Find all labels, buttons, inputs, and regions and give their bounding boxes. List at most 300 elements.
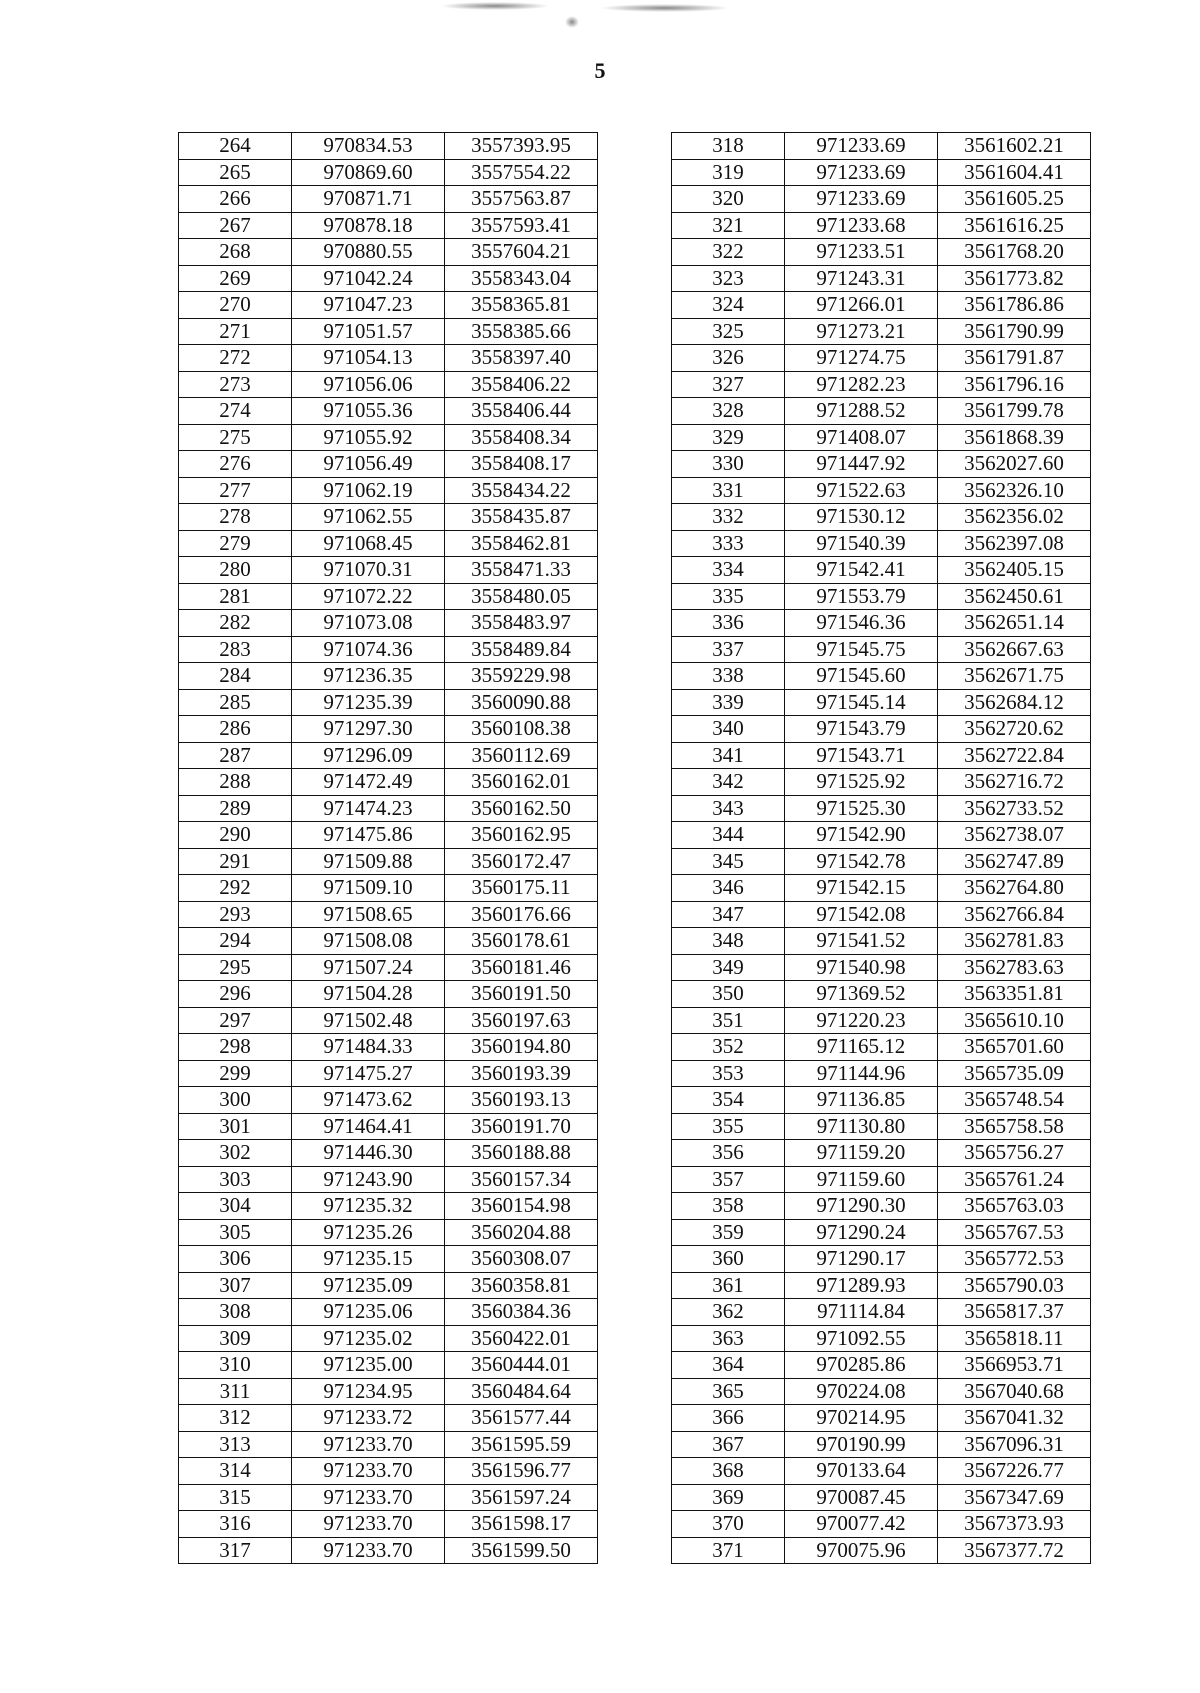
point-number-cell: 303 (179, 1166, 292, 1193)
table-row (672, 530, 1091, 557)
y-coordinate-cell: 3567041.32 (938, 1405, 1091, 1432)
y-coordinate-cell: 3562747.89 (938, 848, 1091, 875)
x-coordinate-cell: 971070.31 (292, 557, 445, 584)
y-coordinate-cell: 3561799.78 (938, 398, 1091, 425)
table-row (179, 689, 598, 716)
y-coordinate-cell: 3561868.39 (938, 424, 1091, 451)
point-number-cell: 350 (672, 981, 785, 1008)
x-coordinate-cell: 971472.49 (292, 769, 445, 796)
point-number-cell: 266 (179, 186, 292, 213)
y-coordinate-cell: 3560422.01 (445, 1325, 598, 1352)
x-coordinate-cell: 971042.24 (292, 265, 445, 292)
x-coordinate-cell: 971542.08 (785, 901, 938, 928)
y-coordinate-cell: 3557393.95 (445, 133, 598, 160)
y-coordinate-cell: 3565763.03 (938, 1193, 1091, 1220)
x-coordinate-cell: 971509.10 (292, 875, 445, 902)
point-number-cell: 360 (672, 1246, 785, 1273)
y-coordinate-cell: 3558480.05 (445, 583, 598, 610)
x-coordinate-cell: 971473.62 (292, 1087, 445, 1114)
point-number-cell: 325 (672, 318, 785, 345)
table-row (672, 822, 1091, 849)
table-row (672, 1087, 1091, 1114)
y-coordinate-cell: 3561604.41 (938, 159, 1091, 186)
y-coordinate-cell: 3565758.58 (938, 1113, 1091, 1140)
x-coordinate-cell: 971541.52 (785, 928, 938, 955)
point-number-cell: 265 (179, 159, 292, 186)
y-coordinate-cell: 3560175.11 (445, 875, 598, 902)
y-coordinate-cell: 3562326.10 (938, 477, 1091, 504)
point-number-cell: 308 (179, 1299, 292, 1326)
x-coordinate-cell: 971243.31 (785, 265, 938, 292)
x-coordinate-cell: 970214.95 (785, 1405, 938, 1432)
x-coordinate-cell: 970075.96 (785, 1537, 938, 1564)
point-number-cell: 362 (672, 1299, 785, 1326)
y-coordinate-cell: 3560090.88 (445, 689, 598, 716)
x-coordinate-cell: 971235.02 (292, 1325, 445, 1352)
table-row (179, 1113, 598, 1140)
x-coordinate-cell: 971233.70 (292, 1458, 445, 1485)
table-row (672, 1060, 1091, 1087)
y-coordinate-cell: 3558408.17 (445, 451, 598, 478)
x-coordinate-cell: 971233.70 (292, 1484, 445, 1511)
table-row (179, 186, 598, 213)
point-number-cell: 324 (672, 292, 785, 319)
y-coordinate-cell: 3560154.98 (445, 1193, 598, 1220)
point-number-cell: 339 (672, 689, 785, 716)
coordinates-table-right (671, 132, 1091, 1564)
point-number-cell: 369 (672, 1484, 785, 1511)
point-number-cell: 264 (179, 133, 292, 160)
y-coordinate-cell: 3566953.71 (938, 1352, 1091, 1379)
table-row (672, 795, 1091, 822)
x-coordinate-cell: 970087.45 (785, 1484, 938, 1511)
x-coordinate-cell: 971165.12 (785, 1034, 938, 1061)
point-number-cell: 280 (179, 557, 292, 584)
table-row (179, 1087, 598, 1114)
table-row (179, 901, 598, 928)
point-number-cell: 299 (179, 1060, 292, 1087)
y-coordinate-cell: 3561577.44 (445, 1405, 598, 1432)
table-row (672, 875, 1091, 902)
x-coordinate-cell: 970224.08 (785, 1378, 938, 1405)
x-coordinate-cell: 971464.41 (292, 1113, 445, 1140)
x-coordinate-cell: 971235.00 (292, 1352, 445, 1379)
point-number-cell: 323 (672, 265, 785, 292)
x-coordinate-cell: 971233.69 (785, 133, 938, 160)
table-row (672, 1193, 1091, 1220)
table-row (672, 716, 1091, 743)
table-row (179, 1352, 598, 1379)
x-coordinate-cell: 970878.18 (292, 212, 445, 239)
table-row (672, 371, 1091, 398)
y-coordinate-cell: 3557554.22 (445, 159, 598, 186)
x-coordinate-cell: 971484.33 (292, 1034, 445, 1061)
table-row (179, 1378, 598, 1405)
point-number-cell: 316 (179, 1511, 292, 1538)
table-row (179, 212, 598, 239)
table-row (179, 1034, 598, 1061)
point-number-cell: 321 (672, 212, 785, 239)
table-row (672, 636, 1091, 663)
y-coordinate-cell: 3561597.24 (445, 1484, 598, 1511)
table-row (672, 159, 1091, 186)
point-number-cell: 306 (179, 1246, 292, 1273)
x-coordinate-cell: 971220.23 (785, 1007, 938, 1034)
y-coordinate-cell: 3560157.34 (445, 1166, 598, 1193)
table-row (179, 530, 598, 557)
x-coordinate-cell: 971545.14 (785, 689, 938, 716)
x-coordinate-cell: 971159.60 (785, 1166, 938, 1193)
point-number-cell: 326 (672, 345, 785, 372)
point-number-cell: 288 (179, 769, 292, 796)
x-coordinate-cell: 971233.69 (785, 186, 938, 213)
y-coordinate-cell: 3565790.03 (938, 1272, 1091, 1299)
x-coordinate-cell: 971545.75 (785, 636, 938, 663)
point-number-cell: 364 (672, 1352, 785, 1379)
y-coordinate-cell: 3562027.60 (938, 451, 1091, 478)
point-number-cell: 367 (672, 1431, 785, 1458)
y-coordinate-cell: 3558483.97 (445, 610, 598, 637)
point-number-cell: 282 (179, 610, 292, 637)
x-coordinate-cell: 971542.90 (785, 822, 938, 849)
x-coordinate-cell: 971290.24 (785, 1219, 938, 1246)
x-coordinate-cell: 971233.69 (785, 159, 938, 186)
table-row (672, 1272, 1091, 1299)
table-row (672, 583, 1091, 610)
y-coordinate-cell: 3562667.63 (938, 636, 1091, 663)
x-coordinate-cell: 971522.63 (785, 477, 938, 504)
table-row (179, 1511, 598, 1538)
x-coordinate-cell: 971273.21 (785, 318, 938, 345)
page-number: 5 (594, 58, 606, 83)
point-number-cell: 317 (179, 1537, 292, 1564)
table-row (672, 769, 1091, 796)
point-number-cell: 301 (179, 1113, 292, 1140)
point-number-cell: 355 (672, 1113, 785, 1140)
point-number-cell: 353 (672, 1060, 785, 1087)
x-coordinate-cell: 971297.30 (292, 716, 445, 743)
y-coordinate-cell: 3565772.53 (938, 1246, 1091, 1273)
table-row (672, 1405, 1091, 1432)
table-row (672, 1378, 1091, 1405)
y-coordinate-cell: 3567347.69 (938, 1484, 1091, 1511)
table-row (672, 901, 1091, 928)
table-row (179, 1166, 598, 1193)
y-coordinate-cell: 3562722.84 (938, 742, 1091, 769)
table-row (179, 848, 598, 875)
scan-noise (565, 16, 579, 28)
y-coordinate-cell: 3560162.50 (445, 795, 598, 822)
point-number-cell: 269 (179, 265, 292, 292)
table-row (672, 928, 1091, 955)
x-coordinate-cell: 971047.23 (292, 292, 445, 319)
point-number-cell: 302 (179, 1140, 292, 1167)
point-number-cell: 283 (179, 636, 292, 663)
table-row (179, 477, 598, 504)
x-coordinate-cell: 971055.36 (292, 398, 445, 425)
x-coordinate-cell: 971144.96 (785, 1060, 938, 1087)
y-coordinate-cell: 3561602.21 (938, 133, 1091, 160)
y-coordinate-cell: 3563351.81 (938, 981, 1091, 1008)
y-coordinate-cell: 3565701.60 (938, 1034, 1091, 1061)
coordinates-table-body (672, 133, 1091, 1564)
coordinates-table-left (178, 132, 598, 1564)
table-row (672, 239, 1091, 266)
y-coordinate-cell: 3565761.24 (938, 1166, 1091, 1193)
x-coordinate-cell: 971235.06 (292, 1299, 445, 1326)
table-row (672, 1431, 1091, 1458)
table-row (672, 1484, 1091, 1511)
table-row (179, 159, 598, 186)
y-coordinate-cell: 3567226.77 (938, 1458, 1091, 1485)
x-coordinate-cell: 971236.35 (292, 663, 445, 690)
point-number-cell: 279 (179, 530, 292, 557)
y-coordinate-cell: 3565817.37 (938, 1299, 1091, 1326)
y-coordinate-cell: 3562738.07 (938, 822, 1091, 849)
table-row (672, 133, 1091, 160)
y-coordinate-cell: 3558435.87 (445, 504, 598, 531)
table-row (179, 716, 598, 743)
table-row (179, 795, 598, 822)
y-coordinate-cell: 3560444.01 (445, 1352, 598, 1379)
table-row (672, 742, 1091, 769)
y-coordinate-cell: 3558397.40 (445, 345, 598, 372)
point-number-cell: 311 (179, 1378, 292, 1405)
table-row (179, 1431, 598, 1458)
y-coordinate-cell: 3560484.64 (445, 1378, 598, 1405)
point-number-cell: 272 (179, 345, 292, 372)
y-coordinate-cell: 3558385.66 (445, 318, 598, 345)
table-row (179, 1484, 598, 1511)
table-row (672, 1034, 1091, 1061)
x-coordinate-cell: 971542.78 (785, 848, 938, 875)
table-row (179, 504, 598, 531)
table-row (672, 318, 1091, 345)
y-coordinate-cell: 3567040.68 (938, 1378, 1091, 1405)
y-coordinate-cell: 3562764.80 (938, 875, 1091, 902)
x-coordinate-cell: 971290.17 (785, 1246, 938, 1273)
table-row (179, 1458, 598, 1485)
scan-noise (440, 2, 550, 10)
y-coordinate-cell: 3561599.50 (445, 1537, 598, 1564)
y-coordinate-cell: 3562356.02 (938, 504, 1091, 531)
table-row (179, 371, 598, 398)
x-coordinate-cell: 971369.52 (785, 981, 938, 1008)
x-coordinate-cell: 971525.92 (785, 769, 938, 796)
x-coordinate-cell: 971474.23 (292, 795, 445, 822)
y-coordinate-cell: 3557593.41 (445, 212, 598, 239)
x-coordinate-cell: 970190.99 (785, 1431, 938, 1458)
y-coordinate-cell: 3557604.21 (445, 239, 598, 266)
table-row (179, 636, 598, 663)
point-number-cell: 267 (179, 212, 292, 239)
x-coordinate-cell: 971543.71 (785, 742, 938, 769)
point-number-cell: 349 (672, 954, 785, 981)
point-number-cell: 351 (672, 1007, 785, 1034)
point-number-cell: 300 (179, 1087, 292, 1114)
point-number-cell: 336 (672, 610, 785, 637)
x-coordinate-cell: 970834.53 (292, 133, 445, 160)
point-number-cell: 345 (672, 848, 785, 875)
x-coordinate-cell: 971446.30 (292, 1140, 445, 1167)
x-coordinate-cell: 971056.49 (292, 451, 445, 478)
x-coordinate-cell: 971540.98 (785, 954, 938, 981)
point-number-cell: 348 (672, 928, 785, 955)
x-coordinate-cell: 971233.70 (292, 1431, 445, 1458)
point-number-cell: 358 (672, 1193, 785, 1220)
point-number-cell: 276 (179, 451, 292, 478)
x-coordinate-cell: 971073.08 (292, 610, 445, 637)
table-row (179, 1405, 598, 1432)
point-number-cell: 328 (672, 398, 785, 425)
point-number-cell: 342 (672, 769, 785, 796)
x-coordinate-cell: 971408.07 (785, 424, 938, 451)
y-coordinate-cell: 3562720.62 (938, 716, 1091, 743)
point-number-cell: 274 (179, 398, 292, 425)
x-coordinate-cell: 971234.95 (292, 1378, 445, 1405)
point-number-cell: 290 (179, 822, 292, 849)
y-coordinate-cell: 3560204.88 (445, 1219, 598, 1246)
table-row (672, 1511, 1091, 1538)
x-coordinate-cell: 971542.41 (785, 557, 938, 584)
table-row (672, 504, 1091, 531)
y-coordinate-cell: 3560193.39 (445, 1060, 598, 1087)
x-coordinate-cell: 971233.68 (785, 212, 938, 239)
x-coordinate-cell: 971159.20 (785, 1140, 938, 1167)
table-row (672, 848, 1091, 875)
table-row (672, 1113, 1091, 1140)
x-coordinate-cell: 971062.19 (292, 477, 445, 504)
point-number-cell: 320 (672, 186, 785, 213)
y-coordinate-cell: 3561773.82 (938, 265, 1091, 292)
table-row (179, 875, 598, 902)
table-row (672, 557, 1091, 584)
table-row (672, 477, 1091, 504)
point-number-cell: 352 (672, 1034, 785, 1061)
y-coordinate-cell: 3557563.87 (445, 186, 598, 213)
table-row (179, 954, 598, 981)
y-coordinate-cell: 3567373.93 (938, 1511, 1091, 1538)
y-coordinate-cell: 3561596.77 (445, 1458, 598, 1485)
y-coordinate-cell: 3558365.81 (445, 292, 598, 319)
y-coordinate-cell: 3558408.34 (445, 424, 598, 451)
table-row (179, 610, 598, 637)
point-number-cell: 291 (179, 848, 292, 875)
x-coordinate-cell: 970880.55 (292, 239, 445, 266)
table-row (179, 318, 598, 345)
x-coordinate-cell: 971092.55 (785, 1325, 938, 1352)
y-coordinate-cell: 3562405.15 (938, 557, 1091, 584)
x-coordinate-cell: 971051.57 (292, 318, 445, 345)
table-row (672, 1325, 1091, 1352)
point-number-cell: 341 (672, 742, 785, 769)
y-coordinate-cell: 3561616.25 (938, 212, 1091, 239)
point-number-cell: 305 (179, 1219, 292, 1246)
x-coordinate-cell: 971542.15 (785, 875, 938, 902)
y-coordinate-cell: 3560181.46 (445, 954, 598, 981)
y-coordinate-cell: 3558434.22 (445, 477, 598, 504)
point-number-cell: 275 (179, 424, 292, 451)
x-coordinate-cell: 971114.84 (785, 1299, 938, 1326)
x-coordinate-cell: 970077.42 (785, 1511, 938, 1538)
table-row (672, 1458, 1091, 1485)
y-coordinate-cell: 3560178.61 (445, 928, 598, 955)
x-coordinate-cell: 971235.09 (292, 1272, 445, 1299)
point-number-cell: 361 (672, 1272, 785, 1299)
y-coordinate-cell: 3560162.95 (445, 822, 598, 849)
x-coordinate-cell: 971233.51 (785, 239, 938, 266)
table-row (179, 981, 598, 1008)
y-coordinate-cell: 3560197.63 (445, 1007, 598, 1034)
y-coordinate-cell: 3560112.69 (445, 742, 598, 769)
y-coordinate-cell: 3561791.87 (938, 345, 1091, 372)
y-coordinate-cell: 3558343.04 (445, 265, 598, 292)
y-coordinate-cell: 3558471.33 (445, 557, 598, 584)
x-coordinate-cell: 971235.39 (292, 689, 445, 716)
point-number-cell: 293 (179, 901, 292, 928)
table-row (179, 1272, 598, 1299)
table-row (179, 1537, 598, 1564)
point-number-cell: 354 (672, 1087, 785, 1114)
table-row (672, 1299, 1091, 1326)
y-coordinate-cell: 3562716.72 (938, 769, 1091, 796)
y-coordinate-cell: 3565756.27 (938, 1140, 1091, 1167)
table-row (672, 1246, 1091, 1273)
point-number-cell: 309 (179, 1325, 292, 1352)
x-coordinate-cell: 971290.30 (785, 1193, 938, 1220)
table-row (179, 928, 598, 955)
y-coordinate-cell: 3560162.01 (445, 769, 598, 796)
table-row (179, 1193, 598, 1220)
point-number-cell: 318 (672, 133, 785, 160)
point-number-cell: 294 (179, 928, 292, 955)
point-number-cell: 312 (179, 1405, 292, 1432)
point-number-cell: 346 (672, 875, 785, 902)
point-number-cell: 298 (179, 1034, 292, 1061)
point-number-cell: 310 (179, 1352, 292, 1379)
x-coordinate-cell: 971068.45 (292, 530, 445, 557)
y-coordinate-cell: 3560191.70 (445, 1113, 598, 1140)
y-coordinate-cell: 3565735.09 (938, 1060, 1091, 1087)
y-coordinate-cell: 3562450.61 (938, 583, 1091, 610)
table-row (672, 1166, 1091, 1193)
y-coordinate-cell: 3560172.47 (445, 848, 598, 875)
x-coordinate-cell: 971274.75 (785, 345, 938, 372)
y-coordinate-cell: 3562783.63 (938, 954, 1091, 981)
table-row (179, 424, 598, 451)
y-coordinate-cell: 3561790.99 (938, 318, 1091, 345)
point-number-cell: 277 (179, 477, 292, 504)
x-coordinate-cell: 971475.86 (292, 822, 445, 849)
point-number-cell: 314 (179, 1458, 292, 1485)
table-row (672, 345, 1091, 372)
x-coordinate-cell: 971508.08 (292, 928, 445, 955)
y-coordinate-cell: 3561598.17 (445, 1511, 598, 1538)
y-coordinate-cell: 3560358.81 (445, 1272, 598, 1299)
table-row (672, 689, 1091, 716)
point-number-cell: 368 (672, 1458, 785, 1485)
point-number-cell: 271 (179, 318, 292, 345)
table-row (672, 1352, 1091, 1379)
y-coordinate-cell: 3558489.84 (445, 636, 598, 663)
point-number-cell: 340 (672, 716, 785, 743)
x-coordinate-cell: 971545.60 (785, 663, 938, 690)
point-number-cell: 330 (672, 451, 785, 478)
point-number-cell: 289 (179, 795, 292, 822)
table-row (672, 981, 1091, 1008)
y-coordinate-cell: 3561796.16 (938, 371, 1091, 398)
y-coordinate-cell: 3562651.14 (938, 610, 1091, 637)
